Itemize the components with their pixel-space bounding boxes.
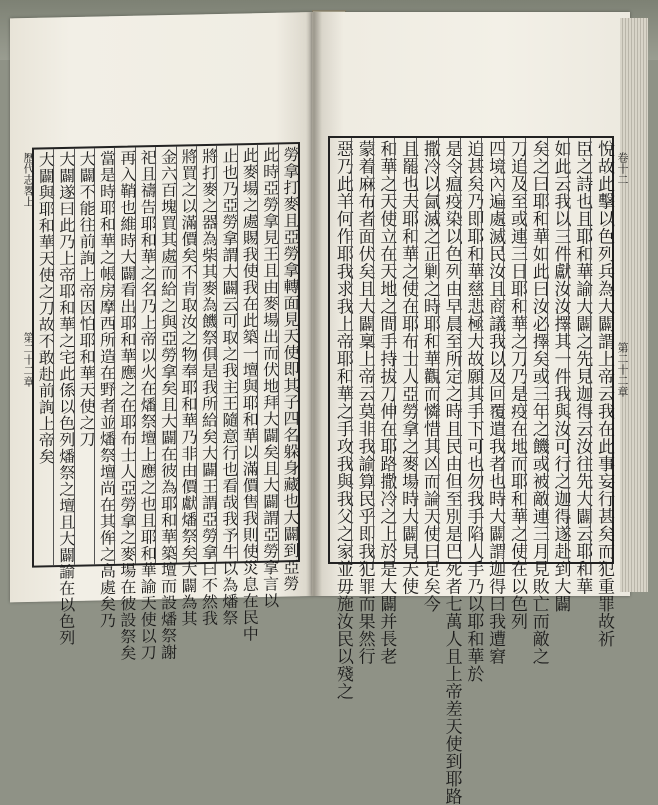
right-running-title: 卷十二 [616, 152, 629, 185]
left-columns [34, 144, 300, 662]
page-edges [620, 18, 648, 592]
text-column: 是令瘟疫染以色列由早晨至所定之時且民由但至別是巴死者七萬人且上帝差天使到耶路 [438, 138, 460, 562]
text-column: 悅故此擊以色列兵為大闢謂上帝云我在此事妄行甚矣而犯重罪故祈 [590, 138, 612, 562]
text-column: 大闢遂曰此乃上帝耶和華之宅此係以色列燔祭之壇且大闢諭在以色列 [53, 149, 73, 565]
left-text-block [32, 142, 300, 662]
text-column: 四境內遍處滅民汝且商議我以及回覆遣我者也時大闢謂迦得曰我遭窘 [481, 138, 503, 562]
text-column: 當是時耶和華之帳房摩西所造在野者並燔祭壇尚在其侔之高處矣乃 [94, 148, 114, 564]
text-column: 惡乃此羊何作耶我求我上帝耶和華之手攻我與我父之家並毋施汝民以殘之 [332, 140, 353, 700]
text-column: 將打麥之器為柴其麥為饑祭俱是我所給矣大闢王謂亞勞拿曰不然我 [196, 146, 216, 562]
text-column: 將買之以滿價矣不肯取汝之物奉耶和華乃非由價獻燔祭矣大闢為其 [176, 146, 196, 562]
text-column: 大闢與耶和華天使之刀故不敢赴前詢上帝矣 [36, 151, 56, 466]
text-column: 且罷也夫耶和華之使在耶布士人亞勞拿之麥場時大闢見天使 [394, 138, 416, 562]
book-gutter [306, 12, 322, 596]
left-running-title: 歷代志畧上 [22, 152, 35, 207]
text-column: 刀追及至或連三日耶和華之刀乃是疫在地而耶和華之使在以色列 [503, 138, 525, 562]
text-column: 此麥場之處賜我使我在此築一壇與耶和華以滿價售我則使災息在民中 [237, 145, 257, 561]
text-column: 臣之詩也且耶和華諭大闢之先見迦得云汝往先大闢云耶和華 [568, 138, 590, 562]
text-column: 如此云我以三件獻汝汝擇其一件我與汝可行之迦得遂赴到大闢 [547, 138, 569, 562]
text-column: 止也乃亞勞拿謂大闢云可取之我主王隨意行也看哉我予牛以為燔祭 [216, 145, 236, 561]
text-column: 此時亞勞拿見王且由麥場出而伏地拜大闢矣且大闢謂亞勞拿言以 [257, 144, 277, 560]
text-column: 祀且禱告耶和華之名乃上帝以火在燔祭壇上應之也且耶和華諭天使以刀 [135, 147, 155, 563]
text-column: 再入鞘也維時大闢看出耶和華應之在耶布士人亞勞拿之麥場在彼設祭矣 [114, 147, 134, 563]
right-columns [330, 138, 614, 805]
left-chapter-title: 第二十二章 [22, 332, 35, 387]
open-book [10, 12, 648, 805]
text-column: 撒冷以氤滅之正剿之時耶和華觀而憐惜其凶而論天使曰足矣今 [416, 138, 438, 562]
text-column: 金六百塊買其處而給之與亞勞拿矣且大闢在彼為耶和華築壇而設燔祭謝 [155, 147, 175, 563]
text-column: 勞拿打麥且亞勞拿轉面見天使即其子四名躲身藏也大闢到亞勞 [278, 144, 298, 560]
text-column: 迫甚矣乃即耶和華慈悲極大故願其手下可也勿我手陷人手乃以耶和華於 [460, 138, 482, 562]
right-text-block [328, 136, 614, 805]
text-column: 蒙着麻布者面伏矣且大闢稟上帝云莫非我諭算民乎即我犯罪而果然行 [351, 138, 373, 562]
right-chapter-marker: 第二十二章 [616, 342, 629, 397]
text-column: 和華之天使立在天地之間手持拔刀伸在耶路撒冷之上於是大闢并長老 [373, 138, 395, 562]
text-column: 大闢不能往前詢上帝因怕耶和華天使之刀 [74, 148, 94, 564]
text-column: 矣之曰耶和華如此曰汝必擇矣或三年之饑或被敵連三月見敗亡而敵之 [525, 138, 547, 562]
